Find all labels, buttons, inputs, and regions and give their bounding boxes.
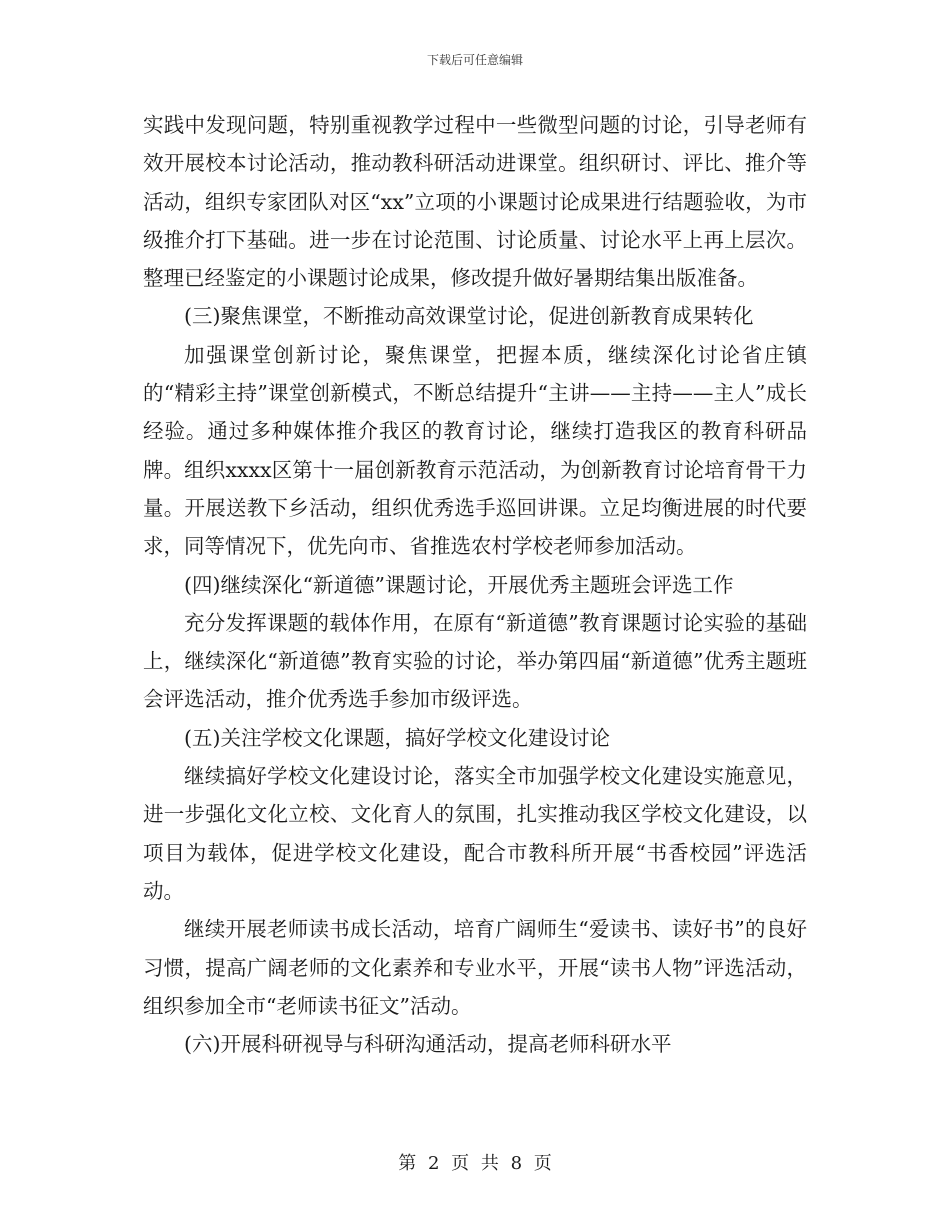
paragraph-5: 继续开展老师读书成长活动，培育广阔师生“爱读书、读好书”的良好习惯，提高广阔老师的文化素养和专业水平，开展“读书人物”评选活动，组织参加全市“老师读书征文”活动。	[143, 917, 807, 1018]
paragraph-3: 充分发挥课题的载体作用，在原有“新道德”教育课题讨论实验的基础上，继续深化“新道德”教育实验的讨论，举办第四届“新道德”优秀主题班会评选活动，推介优秀选手参加市级评选。	[143, 610, 807, 712]
paragraph-4: 继续搞好学校文化建设讨论，落实全市加强学校文化建设实施意见，进一步强化文化立校、文化育人的氛围，扎实推动我区学校文化建设，以项目为载体，促进学校文化建设，配合市教科所开展“书香校园”评选活动。	[143, 764, 807, 903]
section-heading-3: (三)聚焦课堂，不断推动高效课堂讨论，促进创新教育成果转化	[184, 304, 754, 329]
paragraph-1: 实践中发现问题，特别重视教学过程中一些微型问题的讨论，引导老师有效开展校本讨论活动，推动教科研活动进课堂。组织研讨、评比、推介等活动，组织专家团队对区“xx”立项的小课题讨论成果进行结题验收，为市级推介打下基础。进一步在讨论范围、讨论质量、讨论水平上再上层次。整理已经鉴定的小课题讨论成果，修改提升做好暑期结集出版准备。	[143, 113, 807, 291]
page-number-footer: 第 2 页 共 8 页	[398, 1153, 552, 1174]
section-heading-6: (六)开展科研视导与科研沟通活动，提高老师科研水平	[184, 1032, 672, 1057]
section-heading-5: (五)关注学校文化课题，搞好学校文化建设讨论	[184, 725, 610, 750]
paragraph-2: 加强课堂创新讨论，聚焦课堂，把握本质，继续深化讨论省庄镇的“精彩主持”课堂创新模式，不断总结提升“主讲——主持——主人”成长经验。通过多种媒体推介我区的教育讨论，继续打造我区的教育科研品牌。组织xxxx区第十一届创新教育示范活动，为创新教育讨论培育骨干力量。开展送教下乡活动，组织优秀选手巡回讲课。立足均衡进展的时代要求，同等情况下，优先向市、省推选农村学校老师参加活动。	[143, 342, 807, 559]
document-body	[143, 106, 807, 1063]
section-heading-4: (四)继续深化“新道德”课题讨论，开展优秀主题班会评选工作	[184, 572, 734, 597]
page-header: 下载后可任意编辑	[426, 53, 523, 67]
